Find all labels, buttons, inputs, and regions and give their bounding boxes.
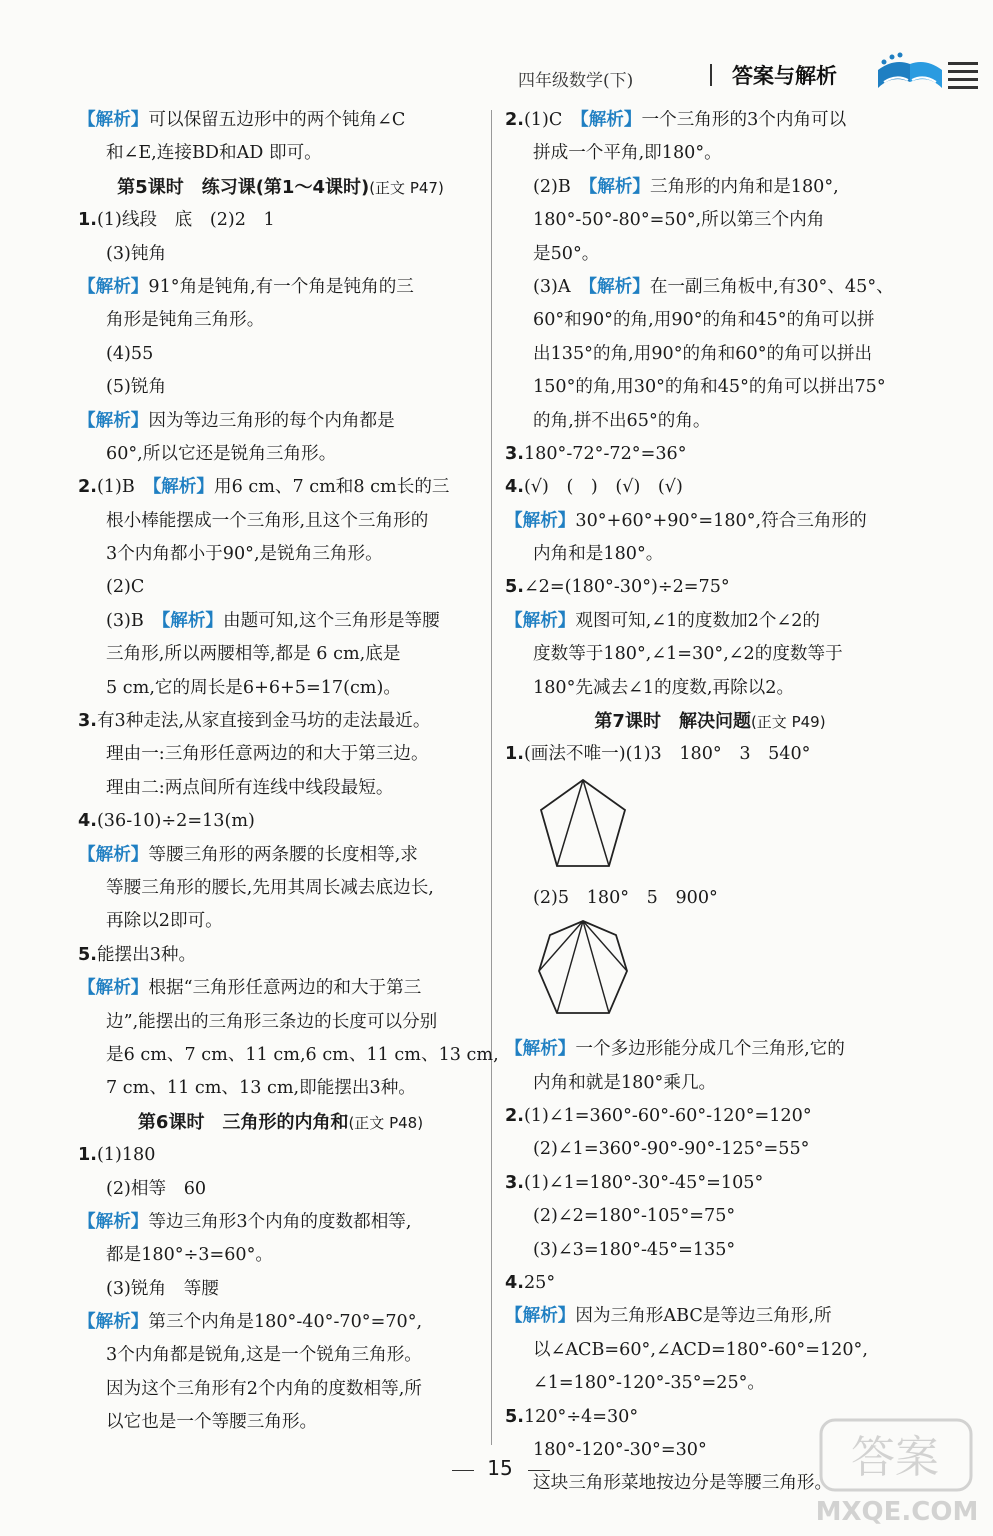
- text-line: [78, 1039, 499, 1072]
- answer-text: 根据“三角形任意两边的和大于第三: [148, 978, 422, 999]
- answer-text: 这块三角形菜地按边分是等腰三角形。: [533, 1473, 833, 1494]
- lesson-heading: 第5课时 练习课(第1～4课时): [117, 176, 370, 198]
- heptagon-diagram-icon: [533, 915, 643, 1033]
- text-line: [78, 538, 483, 571]
- text-line: [78, 137, 483, 170]
- text-line: [505, 571, 915, 604]
- answer-text: 可以保留五边形中的两个钝角∠C: [148, 110, 406, 130]
- text-line: [78, 1072, 483, 1105]
- answer-text: (36-10)÷2=13(m): [96, 811, 255, 832]
- text-line: [78, 1106, 483, 1139]
- answer-text: ∠1=180°-120°-35°=25°。: [533, 1373, 766, 1394]
- answer-text: (1)180: [96, 1145, 156, 1166]
- text-line: [505, 104, 915, 137]
- answer-text: (3)A 【解析】在一副三角板中,有30°、45°、: [533, 276, 894, 297]
- text-line: [78, 839, 483, 872]
- answer-text: 第三个内角是180°-40°-70°=70°,: [148, 1312, 423, 1333]
- text-line: [78, 338, 483, 371]
- analysis-tag: 【解析】: [78, 276, 149, 297]
- analysis-tag: 【解析】: [78, 110, 149, 130]
- answer-text: 120°÷4=30°: [523, 1406, 639, 1427]
- answer-text: 3个内角都是锐角,这是一个锐角三角形。: [106, 1345, 422, 1366]
- header-separator: [710, 64, 712, 86]
- text-line: [78, 772, 483, 805]
- answer-text: 3个内角都小于90°,是锐角三角形。: [106, 544, 383, 565]
- answer-text: (1)C 【解析】一个三角形的3个内角可以: [523, 110, 847, 130]
- text-line: [78, 672, 483, 705]
- text-line: [78, 1373, 483, 1406]
- answer-text: (1)线段 底 (2)2 1: [96, 210, 275, 231]
- text-line: [78, 438, 483, 471]
- answer-text: 内角和是180°。: [533, 544, 664, 565]
- watermark-text-cn: 答案: [851, 1432, 939, 1483]
- question-number: 1.: [78, 1145, 97, 1166]
- text-line: [78, 1306, 483, 1339]
- answer-text: 一个多边形能分成几个三角形,它的: [575, 1039, 845, 1060]
- text-line: [78, 304, 483, 337]
- text-line: [505, 137, 915, 170]
- answer-text: 是50°。: [533, 243, 600, 264]
- text-line: [505, 1234, 915, 1267]
- analysis-tag: 【解析】: [505, 510, 576, 531]
- question-number: 2.: [505, 110, 524, 130]
- text-line: [505, 1200, 915, 1233]
- question-number: 3.: [505, 443, 524, 464]
- text-line: [505, 1067, 915, 1100]
- watermark-text-url: MXQE.COM: [815, 1497, 979, 1527]
- text-line: [78, 1339, 483, 1372]
- text-line: [78, 1173, 483, 1206]
- answer-text: 等边三角形3个内角的度数都相等,: [148, 1211, 412, 1232]
- pentagon-diagram-icon: [533, 772, 643, 882]
- answer-text: 角形是钝角三角形。: [106, 310, 265, 331]
- answer-text: (4)55: [106, 343, 154, 364]
- text-line: [78, 238, 483, 271]
- pentagon-figure: [505, 772, 915, 882]
- book-title: 四年级数学(下): [518, 71, 634, 91]
- answer-text: (2)C: [106, 577, 145, 598]
- answer-text: 60°,所以它还是锐角三角形。: [106, 443, 337, 464]
- answer-text: (画法不唯一)(1)3 180° 3 540°: [523, 744, 811, 765]
- answer-text: 150°的角,用30°的角和45°的角可以拼出75°: [533, 377, 886, 398]
- text-line: [505, 304, 915, 337]
- answer-text: (3)B 【解析】由题可知,这个三角形是等腰: [106, 610, 440, 631]
- answer-text: 因为三角形ABC是等边三角形,所: [575, 1306, 832, 1327]
- textbook-page-ref: (正文 P47): [369, 178, 444, 197]
- text-line: [505, 1033, 915, 1066]
- analysis-tag: 【解析】: [161, 610, 224, 631]
- text-line: [78, 471, 483, 504]
- analysis-tag: 【解析】: [152, 477, 214, 498]
- analysis-tag: 【解析】: [588, 176, 651, 197]
- text-line: [78, 1006, 483, 1039]
- text-line: [505, 1100, 915, 1133]
- right-column: [505, 104, 915, 1501]
- question-number: 5.: [505, 1406, 524, 1427]
- page-number-dash-right: [528, 1470, 550, 1471]
- text-line: [505, 204, 915, 237]
- watermark-logo: [815, 1412, 980, 1530]
- left-column: [78, 104, 499, 1440]
- heptagon-figure: [505, 915, 915, 1033]
- question-number: 1.: [505, 744, 524, 765]
- answer-text: (3)钝角: [106, 243, 167, 264]
- page-number: 15: [487, 1456, 513, 1480]
- textbook-page-ref: (正文 P49): [750, 713, 826, 732]
- answer-text: 5 cm,它的周长是6+6+5=17(cm)。: [106, 677, 401, 698]
- text-line: [78, 605, 483, 638]
- open-book-logo-icon: [870, 52, 980, 96]
- answer-text: 观图可知,∠1的度数加2个∠2的: [575, 610, 820, 631]
- text-line: [505, 438, 915, 471]
- answer-text: 内角和就是180°乘几。: [533, 1072, 717, 1093]
- question-number: 5.: [78, 944, 97, 965]
- text-line: [78, 571, 483, 604]
- answer-text: 的角,拼不出65°的角。: [533, 410, 711, 431]
- text-line: [505, 238, 915, 271]
- answer-text: (3)锐角 等腰: [106, 1278, 219, 1299]
- analysis-tag: 【解析】: [579, 110, 642, 130]
- section-title: 答案与解析: [732, 64, 837, 88]
- text-line: [505, 371, 915, 404]
- answer-text: 以它也是一个等腰三角形。: [106, 1412, 318, 1433]
- column-divider: [491, 110, 492, 1445]
- text-line: [78, 505, 483, 538]
- question-number: 1.: [78, 210, 97, 231]
- text-line: [78, 1239, 483, 1272]
- answer-text: 边”,能摆出的三角形三条边的长度可以分别: [106, 1011, 438, 1032]
- text-line: [505, 1334, 915, 1367]
- text-line: [505, 738, 915, 771]
- answer-text: 以∠ACB=60°,∠ACD=180°-60°=120°,: [533, 1339, 868, 1360]
- text-line: [78, 805, 483, 838]
- text-line: [505, 171, 915, 204]
- question-number: 2.: [505, 1105, 524, 1126]
- text-line: [505, 638, 915, 671]
- answer-text: 度数等于180°,∠1=30°,∠2的度数等于: [533, 644, 843, 665]
- answer-text: 180°-72°-72°=36°: [523, 443, 687, 464]
- question-number: 3.: [505, 1172, 524, 1193]
- answer-text: (2)5 180° 5 900°: [533, 887, 718, 908]
- text-line: [78, 939, 483, 972]
- textbook-page-ref: (正文 P48): [348, 1113, 424, 1132]
- text-line: [505, 471, 915, 504]
- answer-text: 三角形,所以两腰相等,都是 6 cm,底是: [106, 644, 401, 665]
- answer-text: 等腰三角形的腰长,先用其周长减去底边长,: [106, 877, 434, 898]
- question-number: 5.: [505, 577, 524, 598]
- text-line: [78, 1139, 483, 1172]
- answer-text: (√) ( ) (√) (√): [523, 477, 683, 498]
- analysis-tag: 【解析】: [588, 276, 650, 297]
- answer-text: 91°角是钝角,有一个角是钝角的三: [148, 276, 414, 297]
- answer-text: ∠2=(180°-30°)÷2=75°: [523, 577, 730, 598]
- text-line: [78, 705, 483, 738]
- page-header: [510, 52, 980, 96]
- answer-text: 拼成一个平角,即180°。: [533, 143, 722, 164]
- question-number: 4.: [78, 811, 97, 832]
- text-line: [78, 405, 483, 438]
- answer-text: 能摆出3种。: [96, 944, 197, 965]
- lesson-heading: 第7课时 解决问题: [594, 711, 751, 733]
- answer-text: 7 cm、11 cm、13 cm,即能摆出3种。: [106, 1078, 416, 1099]
- text-line: [505, 672, 915, 705]
- answer-text: 30°+60°+90°=180°,符合三角形的: [575, 510, 867, 531]
- answer-text: (1)∠1=360°-60°-60°-120°=120°: [523, 1105, 812, 1126]
- answer-text: (3)∠3=180°-45°=135°: [533, 1239, 736, 1260]
- answer-text: 再除以2即可。: [106, 911, 223, 932]
- analysis-tag: 【解析】: [505, 1306, 576, 1327]
- text-line: [78, 104, 483, 137]
- analysis-tag: 【解析】: [78, 1312, 149, 1333]
- text-line: [505, 1133, 915, 1166]
- answer-text: 是6 cm、7 cm、11 cm,6 cm、11 cm、13 cm,: [106, 1044, 499, 1065]
- answer-text: 180°-120°-30°=30°: [533, 1439, 707, 1460]
- answer-text: 因为这个三角形有2个内角的度数相等,所: [106, 1378, 422, 1399]
- text-line: [505, 1267, 915, 1300]
- text-line: [78, 972, 483, 1005]
- answer-text: 理由二:两点间所有连线中线段最短。: [106, 777, 394, 798]
- analysis-tag: 【解析】: [505, 1039, 576, 1060]
- text-line: [505, 338, 915, 371]
- analysis-tag: 【解析】: [78, 1211, 149, 1232]
- question-number: 4.: [505, 477, 524, 498]
- answer-text: 都是180°÷3=60°。: [106, 1245, 274, 1266]
- analysis-tag: 【解析】: [78, 978, 149, 999]
- text-line: [78, 638, 483, 671]
- answer-text: 180°先减去∠1的度数,再除以2。: [533, 677, 795, 698]
- question-number: 3.: [78, 711, 97, 732]
- text-line: [78, 905, 483, 938]
- analysis-tag: 【解析】: [78, 844, 149, 865]
- answer-text: 有3种走法,从家直接到金马坊的走法最近。: [96, 711, 431, 732]
- answer-text: 和∠E,连接BD和AD 即可。: [106, 143, 322, 164]
- text-line: [505, 1367, 915, 1400]
- answer-text: 出135°的角,用90°的角和60°的角可以拼出: [533, 343, 873, 364]
- text-line: [78, 371, 483, 404]
- answer-text: (2)相等 60: [106, 1178, 207, 1199]
- answer-text: 25°: [523, 1272, 556, 1293]
- answer-text: (2)∠2=180°-105°=75°: [533, 1206, 736, 1227]
- text-line: [505, 271, 915, 304]
- text-line: [78, 171, 483, 204]
- answer-text: 180°-50°-80°=50°,所以第三个内角: [533, 210, 825, 231]
- text-line: [505, 882, 915, 915]
- text-line: [78, 1273, 483, 1306]
- text-line: [78, 271, 483, 304]
- analysis-tag: 【解析】: [78, 410, 149, 431]
- answer-text: 60°和90°的角,用90°的角和45°的角可以拼: [533, 310, 875, 331]
- text-line: [505, 405, 915, 438]
- text-line: [78, 872, 483, 905]
- answer-text: (1)∠1=180°-30°-45°=105°: [523, 1172, 764, 1193]
- text-line: [505, 1300, 915, 1333]
- text-line: [505, 505, 915, 538]
- answer-text: (1)B 【解析】用6 cm、7 cm和8 cm长的三: [96, 477, 450, 498]
- answer-text: 等腰三角形的两条腰的长度相等,求: [148, 844, 418, 865]
- text-line: [505, 705, 915, 738]
- text-line: [78, 738, 483, 771]
- analysis-tag: 【解析】: [505, 610, 576, 631]
- answer-text: (2)B 【解析】三角形的内角和是180°,: [533, 176, 839, 197]
- answer-text: (5)锐角: [106, 377, 167, 398]
- question-number: 4.: [505, 1272, 524, 1293]
- answer-text: (2)∠1=360°-90°-90°-125°=55°: [533, 1139, 810, 1160]
- answer-text: 因为等边三角形的每个内角都是: [148, 410, 395, 431]
- question-number: 2.: [78, 477, 97, 498]
- answer-text: 理由一:三角形任意两边的和大于第三边。: [106, 744, 429, 765]
- text-line: [78, 1406, 483, 1439]
- answer-text: 根小棒能摆成一个三角形,且这个三角形的: [106, 510, 429, 531]
- lesson-heading: 第6课时 三角形的内角和: [137, 1111, 349, 1133]
- text-line: [505, 605, 915, 638]
- text-line: [505, 1167, 915, 1200]
- text-line: [78, 1206, 483, 1239]
- text-line: [78, 204, 483, 237]
- text-line: [505, 538, 915, 571]
